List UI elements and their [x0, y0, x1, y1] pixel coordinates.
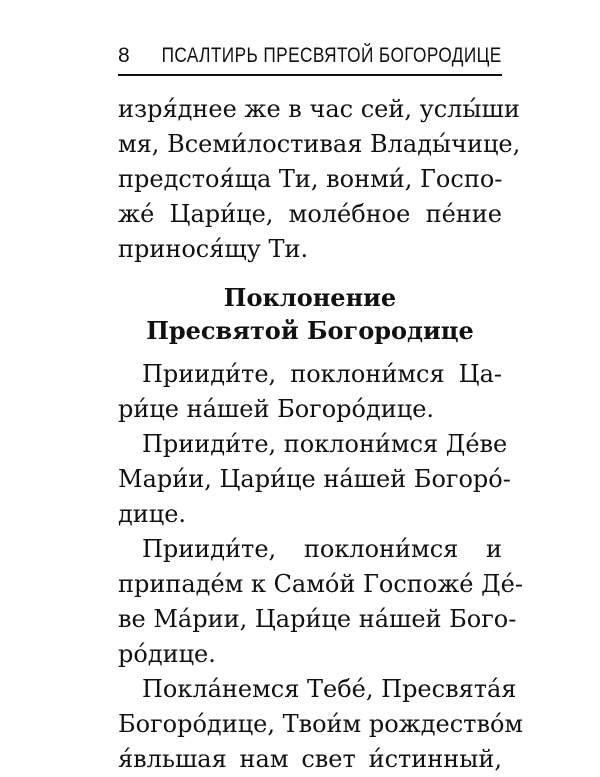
heading-line: Поклонение [223, 283, 397, 312]
text-line: ро́дице. [118, 640, 216, 668]
text-line: ри́це на́шей Богоро́дице. [118, 395, 435, 423]
text-line: дице. [118, 500, 187, 528]
text-line: Прииди́те, поклони́мся Ца- [142, 360, 502, 388]
paragraph [118, 532, 523, 672]
page-body [118, 92, 524, 777]
text-line: изря́днее же в час сей, услы́ши [118, 95, 520, 123]
header-rule [118, 74, 502, 76]
text-line: припаде́м к Само́й Госпоже́ Де́- [118, 570, 523, 598]
paragraph [118, 672, 524, 777]
text-line: предстоя́ща Ти, вонми́, Госпо- [118, 165, 503, 193]
page-number: 8 [118, 44, 130, 67]
paragraph [118, 357, 502, 427]
paragraph [118, 92, 521, 267]
text-line: я́вльшая нам свет и́стинный, [118, 745, 502, 773]
running-header [118, 42, 502, 72]
text-line: мя, Всеми́лостивая Влады́чице, [118, 130, 521, 158]
text-line: Прииди́те, поклони́мся Де́ве [142, 430, 508, 458]
section-heading [118, 281, 502, 347]
paragraph [118, 427, 511, 532]
text-line: же́ Цари́це, моле́бное пе́ние [118, 200, 502, 228]
text-line: Мари́и, Цари́це на́шей Богоро́- [118, 465, 511, 493]
running-title: ПСАЛТИРЬ ПРЕСВЯТОЙ БОГОРОДИЦЕ [161, 44, 502, 67]
heading-line: Пресвятой Богородице [146, 316, 474, 345]
text-line: Покла́немся Тебе́, Пресвята́я [142, 675, 517, 703]
text-line: принося́щу Ти. [118, 235, 309, 263]
text-line: Прииди́те, поклони́мся и [142, 535, 502, 563]
text-line: ве Ма́рии, Цари́це на́шей Бого- [118, 605, 517, 633]
text-line: Богоро́дице, Твои́м рождество́м [118, 710, 524, 738]
